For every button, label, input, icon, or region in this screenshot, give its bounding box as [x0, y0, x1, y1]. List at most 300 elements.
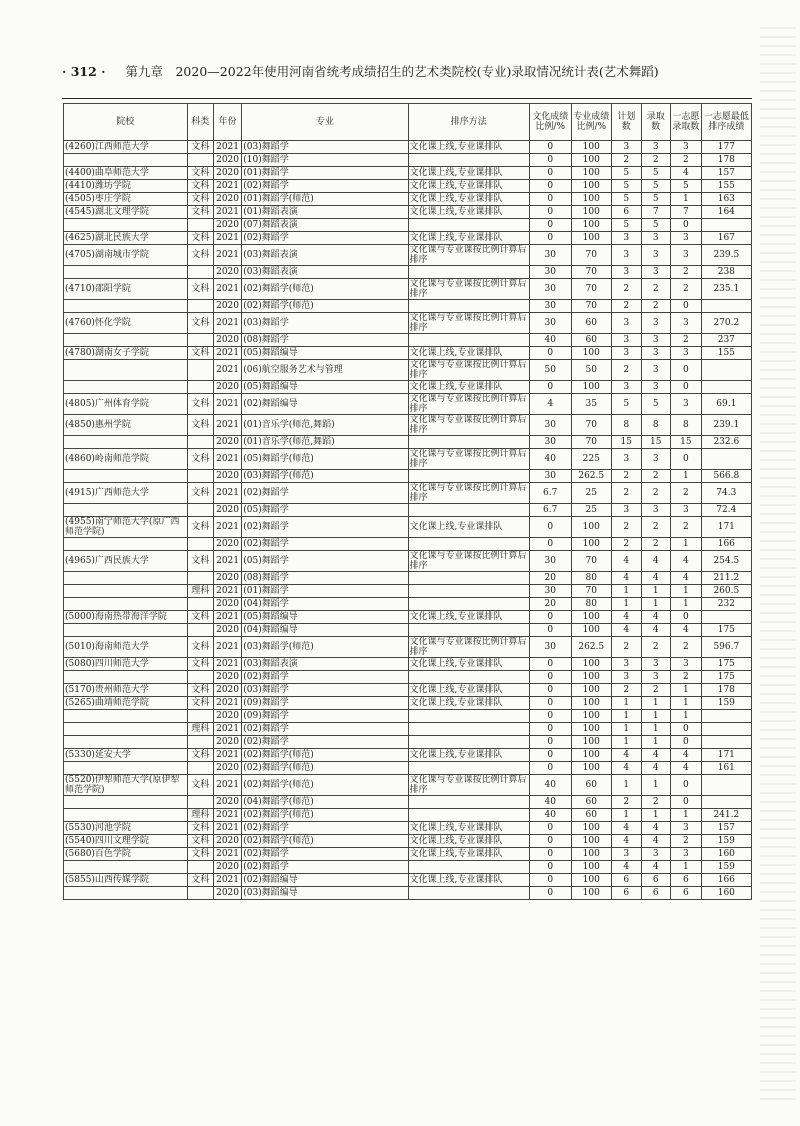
method-cell	[408, 585, 529, 598]
admitted-cell: 3	[641, 334, 671, 347]
culture-ratio-cell: 30	[529, 266, 571, 279]
method-cell: 文化课与专业课按比例计算后排序	[408, 637, 529, 658]
category-cell: 文科	[187, 775, 213, 796]
major-cell: (02)舞蹈学	[242, 736, 408, 749]
culture-ratio-cell: 6.7	[529, 483, 571, 504]
table-row	[64, 861, 752, 874]
first-choice-cell: 0	[671, 796, 702, 809]
culture-ratio-cell: 0	[529, 861, 571, 874]
major-ratio-cell: 100	[571, 822, 611, 835]
major-cell: (02)舞蹈学	[242, 517, 408, 538]
admitted-cell: 1	[641, 585, 671, 598]
table-row	[64, 749, 752, 762]
plan-cell: 4	[611, 762, 641, 775]
table-row	[64, 835, 752, 848]
admitted-cell: 4	[641, 749, 671, 762]
category-cell	[187, 266, 213, 279]
major-cell: (10)舞蹈学	[242, 154, 408, 167]
admitted-cell: 5	[641, 193, 671, 206]
culture-ratio-cell: 0	[529, 697, 571, 710]
year-cell: 2020	[213, 219, 241, 232]
first-choice-cell: 2	[671, 279, 702, 300]
method-cell: 文化课上线,专业课排队	[408, 206, 529, 219]
year-cell: 2020	[213, 710, 241, 723]
method-cell: 文化课上线,专业课排队	[408, 874, 529, 887]
table-row	[64, 538, 752, 551]
plan-cell: 1	[611, 736, 641, 749]
school-cell: (4915)广西师范大学	[64, 483, 188, 504]
major-cell: (02)舞蹈学	[242, 671, 408, 684]
major-cell: (03)舞蹈表演	[242, 658, 408, 671]
category-cell	[187, 624, 213, 637]
method-cell: 文化课上线,专业课排队	[408, 749, 529, 762]
year-cell: 2021	[213, 848, 241, 861]
school-cell	[64, 360, 188, 381]
category-cell	[187, 538, 213, 551]
min-score-cell: 157	[701, 822, 751, 835]
school-cell	[64, 710, 188, 723]
table-row	[64, 517, 752, 538]
major-ratio-cell: 70	[571, 266, 611, 279]
page-number: · 312 ·	[62, 64, 106, 79]
category-cell	[187, 381, 213, 394]
school-cell: (4545)湖北文理学院	[64, 206, 188, 219]
admitted-cell: 4	[641, 822, 671, 835]
category-cell: 理科	[187, 723, 213, 736]
method-cell	[408, 887, 529, 900]
plan-cell: 5	[611, 180, 641, 193]
year-cell: 2020	[213, 684, 241, 697]
admitted-cell: 4	[641, 572, 671, 585]
year-cell: 2020	[213, 470, 241, 483]
category-cell: 文科	[187, 394, 213, 415]
table-row	[64, 572, 752, 585]
table-row	[64, 598, 752, 611]
admitted-cell: 5	[641, 394, 671, 415]
min-score-cell: 164	[701, 206, 751, 219]
min-score-cell: 72.4	[701, 504, 751, 517]
major-cell: (01)舞蹈学(师范)	[242, 193, 408, 206]
min-score-cell	[701, 300, 751, 313]
category-cell: 理科	[187, 585, 213, 598]
year-cell: 2020	[213, 300, 241, 313]
culture-ratio-cell: 50	[529, 360, 571, 381]
method-cell	[408, 219, 529, 232]
major-ratio-cell: 100	[571, 874, 611, 887]
culture-ratio-cell: 40	[529, 449, 571, 470]
major-ratio-cell: 100	[571, 887, 611, 900]
first-choice-cell: 0	[671, 219, 702, 232]
culture-ratio-cell: 30	[529, 637, 571, 658]
min-score-cell: 166	[701, 874, 751, 887]
table-row	[64, 658, 752, 671]
method-cell	[408, 710, 529, 723]
admitted-cell: 7	[641, 206, 671, 219]
first-choice-cell: 0	[671, 723, 702, 736]
year-cell: 2021	[213, 279, 241, 300]
major-ratio-cell: 80	[571, 572, 611, 585]
first-choice-cell: 15	[671, 436, 702, 449]
min-score-cell: 159	[701, 861, 751, 874]
col-header: 一志愿录取数	[671, 104, 702, 141]
school-cell: (5540)四川文理学院	[64, 835, 188, 848]
year-cell: 2020	[213, 381, 241, 394]
school-cell: (5530)河池学院	[64, 822, 188, 835]
method-cell: 文化课上线,专业课排队	[408, 611, 529, 624]
first-choice-cell: 3	[671, 245, 702, 266]
admitted-cell: 2	[641, 796, 671, 809]
category-cell: 文科	[187, 684, 213, 697]
year-cell: 2021	[213, 822, 241, 835]
table-row	[64, 809, 752, 822]
admitted-cell: 4	[641, 624, 671, 637]
admitted-cell: 2	[641, 538, 671, 551]
first-choice-cell: 1	[671, 861, 702, 874]
culture-ratio-cell: 0	[529, 538, 571, 551]
min-score-cell: 161	[701, 762, 751, 775]
category-cell: 文科	[187, 611, 213, 624]
min-score-cell: 175	[701, 671, 751, 684]
school-cell: (4260)江西师范大学	[64, 141, 188, 154]
admitted-cell: 4	[641, 611, 671, 624]
major-cell: (03)舞蹈学(师范)	[242, 637, 408, 658]
admitted-cell: 5	[641, 180, 671, 193]
major-cell: (03)舞蹈编导	[242, 887, 408, 900]
culture-ratio-cell: 40	[529, 775, 571, 796]
plan-cell: 1	[611, 697, 641, 710]
major-cell: (03)舞蹈学	[242, 313, 408, 334]
major-ratio-cell: 70	[571, 279, 611, 300]
major-cell: (01)舞蹈学	[242, 167, 408, 180]
major-cell: (03)舞蹈表演	[242, 266, 408, 279]
admitted-cell: 2	[641, 637, 671, 658]
plan-cell: 1	[611, 809, 641, 822]
page-edge-scan-noise	[760, 20, 796, 1100]
year-cell: 2021	[213, 483, 241, 504]
major-cell: (01)舞蹈表演	[242, 206, 408, 219]
category-cell: 文科	[187, 232, 213, 245]
category-cell: 文科	[187, 637, 213, 658]
year-cell: 2021	[213, 775, 241, 796]
plan-cell: 3	[611, 334, 641, 347]
year-cell: 2021	[213, 611, 241, 624]
major-cell: (06)航空服务艺术与管理	[242, 360, 408, 381]
culture-ratio-cell: 30	[529, 313, 571, 334]
category-cell	[187, 504, 213, 517]
table-row	[64, 360, 752, 381]
col-header: 院校	[64, 104, 188, 141]
method-cell: 文化课与专业课按比例计算后排序	[408, 313, 529, 334]
major-ratio-cell: 60	[571, 334, 611, 347]
year-cell: 2020	[213, 835, 241, 848]
min-score-cell	[701, 360, 751, 381]
category-cell: 文科	[187, 517, 213, 538]
school-cell: (4710)邵阳学院	[64, 279, 188, 300]
school-cell: (4965)广西民族大学	[64, 551, 188, 572]
school-cell	[64, 809, 188, 822]
culture-ratio-cell: 30	[529, 300, 571, 313]
major-ratio-cell: 100	[571, 697, 611, 710]
method-cell: 文化课与专业课按比例计算后排序	[408, 483, 529, 504]
category-cell	[187, 436, 213, 449]
culture-ratio-cell: 0	[529, 206, 571, 219]
year-cell: 2021	[213, 449, 241, 470]
admitted-cell: 1	[641, 775, 671, 796]
method-cell: 文化课上线,专业课排队	[408, 697, 529, 710]
major-cell: (02)舞蹈学(师范)	[242, 279, 408, 300]
admitted-cell: 4	[641, 861, 671, 874]
plan-cell: 4	[611, 624, 641, 637]
plan-cell: 3	[611, 381, 641, 394]
culture-ratio-cell: 0	[529, 671, 571, 684]
first-choice-cell: 2	[671, 266, 702, 279]
school-cell	[64, 671, 188, 684]
min-score-cell	[701, 775, 751, 796]
first-choice-cell: 3	[671, 848, 702, 861]
major-ratio-cell: 50	[571, 360, 611, 381]
method-cell: 文化课与专业课按比例计算后排序	[408, 449, 529, 470]
major-cell: (02)舞蹈学	[242, 723, 408, 736]
major-cell: (02)舞蹈学	[242, 822, 408, 835]
table-row	[64, 300, 752, 313]
major-ratio-cell: 100	[571, 154, 611, 167]
major-cell: (09)舞蹈学	[242, 697, 408, 710]
first-choice-cell: 1	[671, 193, 702, 206]
year-cell: 2021	[213, 749, 241, 762]
first-choice-cell: 1	[671, 538, 702, 551]
first-choice-cell: 6	[671, 887, 702, 900]
year-cell: 2020	[213, 762, 241, 775]
min-score-cell: 596.7	[701, 637, 751, 658]
category-cell	[187, 710, 213, 723]
school-cell: (5010)海南师范大学	[64, 637, 188, 658]
min-score-cell: 260.5	[701, 585, 751, 598]
plan-cell: 4	[611, 611, 641, 624]
admitted-cell: 3	[641, 141, 671, 154]
min-score-cell: 270.2	[701, 313, 751, 334]
year-cell: 2021	[213, 245, 241, 266]
min-score-cell: 155	[701, 347, 751, 360]
culture-ratio-cell: 0	[529, 517, 571, 538]
major-ratio-cell: 35	[571, 394, 611, 415]
table-row	[64, 585, 752, 598]
major-ratio-cell: 25	[571, 504, 611, 517]
school-cell	[64, 796, 188, 809]
category-cell: 文科	[187, 313, 213, 334]
table-row	[64, 671, 752, 684]
method-cell: 文化课上线,专业课排队	[408, 180, 529, 193]
category-cell: 文科	[187, 180, 213, 193]
school-cell: (5080)四川师范大学	[64, 658, 188, 671]
table-row	[64, 141, 752, 154]
culture-ratio-cell: 0	[529, 710, 571, 723]
category-cell	[187, 796, 213, 809]
method-cell	[408, 334, 529, 347]
admitted-cell: 2	[641, 483, 671, 504]
category-cell: 文科	[187, 658, 213, 671]
category-cell: 文科	[187, 141, 213, 154]
category-cell: 文科	[187, 749, 213, 762]
school-cell: (4505)枣庄学院	[64, 193, 188, 206]
first-choice-cell: 4	[671, 762, 702, 775]
school-cell: (4955)南宁师范大学(原广西师范学院)	[64, 517, 188, 538]
major-cell: (02)舞蹈编导	[242, 394, 408, 415]
major-cell: (01)舞蹈学	[242, 585, 408, 598]
min-score-cell	[701, 796, 751, 809]
major-ratio-cell: 100	[571, 167, 611, 180]
major-ratio-cell: 70	[571, 436, 611, 449]
school-cell	[64, 624, 188, 637]
major-cell: (05)舞蹈学	[242, 504, 408, 517]
admitted-cell: 3	[641, 658, 671, 671]
major-cell: (04)舞蹈学	[242, 598, 408, 611]
method-cell: 文化课上线,专业课排队	[408, 381, 529, 394]
table-header-row	[64, 104, 752, 141]
major-ratio-cell: 60	[571, 775, 611, 796]
year-cell: 2021	[213, 347, 241, 360]
school-cell	[64, 219, 188, 232]
admitted-cell: 1	[641, 710, 671, 723]
culture-ratio-cell: 20	[529, 572, 571, 585]
major-ratio-cell: 100	[571, 141, 611, 154]
major-cell: (04)舞蹈学(师范)	[242, 796, 408, 809]
school-cell	[64, 504, 188, 517]
category-cell	[187, 887, 213, 900]
plan-cell: 3	[611, 245, 641, 266]
major-cell: (05)舞蹈编导	[242, 347, 408, 360]
major-cell: (02)舞蹈学(师范)	[242, 762, 408, 775]
school-cell	[64, 266, 188, 279]
first-choice-cell: 2	[671, 637, 702, 658]
first-choice-cell: 3	[671, 394, 702, 415]
method-cell: 文化课上线,专业课排队	[408, 658, 529, 671]
admitted-cell: 6	[641, 874, 671, 887]
year-cell: 2020	[213, 796, 241, 809]
school-cell	[64, 598, 188, 611]
major-ratio-cell: 100	[571, 180, 611, 193]
min-score-cell: 239.1	[701, 415, 751, 436]
year-cell: 2020	[213, 598, 241, 611]
min-score-cell	[701, 381, 751, 394]
first-choice-cell: 0	[671, 381, 702, 394]
plan-cell: 3	[611, 266, 641, 279]
min-score-cell: 239.5	[701, 245, 751, 266]
admitted-cell: 4	[641, 762, 671, 775]
first-choice-cell: 1	[671, 710, 702, 723]
method-cell	[408, 809, 529, 822]
plan-cell: 3	[611, 347, 641, 360]
plan-cell: 3	[611, 232, 641, 245]
admitted-cell: 1	[641, 723, 671, 736]
table-row	[64, 449, 752, 470]
table-row	[64, 796, 752, 809]
major-ratio-cell: 70	[571, 551, 611, 572]
plan-cell: 2	[611, 279, 641, 300]
table-row	[64, 470, 752, 483]
table-row	[64, 710, 752, 723]
school-cell: (4625)湖北民族大学	[64, 232, 188, 245]
category-cell: 文科	[187, 415, 213, 436]
admission-table	[63, 103, 752, 900]
min-score-cell	[701, 723, 751, 736]
category-cell	[187, 219, 213, 232]
min-score-cell: 159	[701, 697, 751, 710]
col-header: 专业成绩比例/%	[571, 104, 611, 141]
year-cell: 2020	[213, 193, 241, 206]
plan-cell: 3	[611, 449, 641, 470]
school-cell	[64, 762, 188, 775]
school-cell	[64, 887, 188, 900]
culture-ratio-cell: 30	[529, 585, 571, 598]
table-row	[64, 347, 752, 360]
culture-ratio-cell: 40	[529, 796, 571, 809]
table-row	[64, 279, 752, 300]
method-cell	[408, 504, 529, 517]
min-score-cell: 232	[701, 598, 751, 611]
culture-ratio-cell: 0	[529, 874, 571, 887]
plan-cell: 1	[611, 598, 641, 611]
table-row	[64, 611, 752, 624]
culture-ratio-cell: 30	[529, 551, 571, 572]
school-cell	[64, 538, 188, 551]
table-row	[64, 180, 752, 193]
plan-cell: 15	[611, 436, 641, 449]
major-ratio-cell: 60	[571, 809, 611, 822]
table-row	[64, 232, 752, 245]
plan-cell: 6	[611, 206, 641, 219]
method-cell	[408, 723, 529, 736]
min-score-cell: 237	[701, 334, 751, 347]
culture-ratio-cell: 0	[529, 658, 571, 671]
category-cell: 文科	[187, 822, 213, 835]
method-cell	[408, 572, 529, 585]
table-row	[64, 436, 752, 449]
major-cell: (02)舞蹈学	[242, 180, 408, 193]
culture-ratio-cell: 40	[529, 334, 571, 347]
culture-ratio-cell: 4	[529, 394, 571, 415]
first-choice-cell: 3	[671, 504, 702, 517]
major-ratio-cell: 100	[571, 835, 611, 848]
school-cell	[64, 736, 188, 749]
major-cell: (02)舞蹈学	[242, 848, 408, 861]
admitted-cell: 5	[641, 219, 671, 232]
chapter-title: 第九章 2020—2022年使用河南省统考成绩招生的艺术类院校(专业)录取情况统计表(艺术舞蹈)	[125, 64, 659, 79]
admitted-cell: 4	[641, 835, 671, 848]
method-cell: 文化课与专业课按比例计算后排序	[408, 415, 529, 436]
method-cell	[408, 538, 529, 551]
major-ratio-cell: 100	[571, 517, 611, 538]
first-choice-cell: 0	[671, 449, 702, 470]
year-cell: 2020	[213, 861, 241, 874]
school-cell: (5265)曲靖师范学院	[64, 697, 188, 710]
method-cell: 文化课上线,专业课排队	[408, 193, 529, 206]
culture-ratio-cell: 0	[529, 154, 571, 167]
plan-cell: 8	[611, 415, 641, 436]
category-cell: 文科	[187, 167, 213, 180]
method-cell	[408, 861, 529, 874]
culture-ratio-cell: 20	[529, 598, 571, 611]
year-cell: 2020	[213, 266, 241, 279]
category-cell: 文科	[187, 449, 213, 470]
major-cell: (02)舞蹈学(师范)	[242, 749, 408, 762]
major-ratio-cell: 70	[571, 415, 611, 436]
first-choice-cell: 3	[671, 141, 702, 154]
page-header	[62, 62, 752, 84]
first-choice-cell: 2	[671, 483, 702, 504]
first-choice-cell: 0	[671, 775, 702, 796]
plan-cell: 5	[611, 219, 641, 232]
min-score-cell: 566.8	[701, 470, 751, 483]
